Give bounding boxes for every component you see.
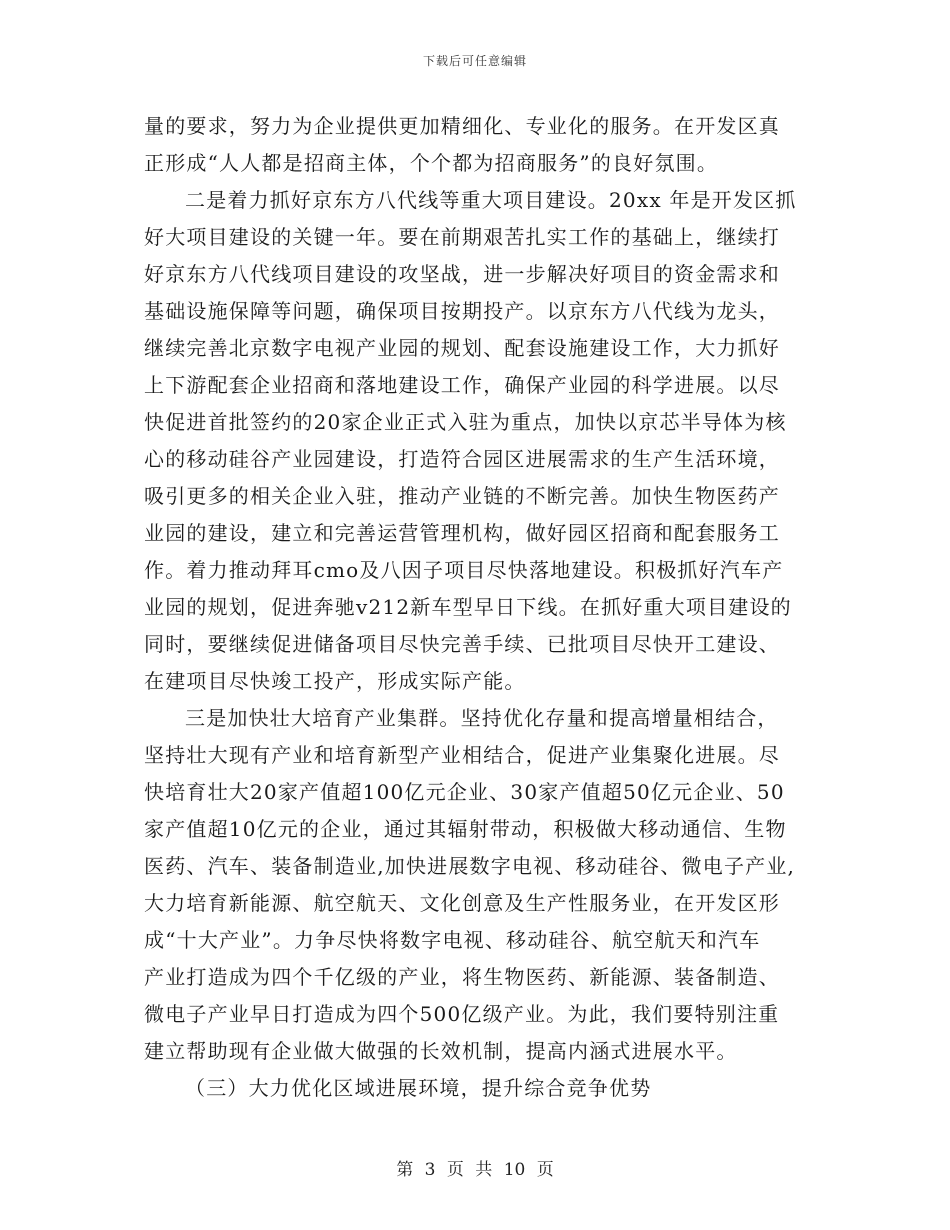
body-line: 好京东方八代线项目建设的攻坚战，进一步解决好项目的资金需求和 [144, 262, 780, 286]
body-line: 正形成“人人都是招商主体，个个都为招商服务”的良好氛围。 [144, 151, 719, 175]
body-line: 成“十大产业”。力争尽快将数字电视、移动硅谷、航空航天和汽车 [144, 928, 761, 952]
page-number: 第 3 页 共 10 页 [396, 1160, 554, 1180]
body-line: 微电子产业早日打造成为四个500亿级产业。为此，我们要特别注重 [144, 1002, 780, 1026]
body-line: 好大项目建设的关键一年。要在前期艰苦扎实工作的基础上，继续打 [144, 225, 780, 249]
body-line: 量的要求，努力为企业提供更加精细化、专业化的服务。在开发区真 [144, 114, 780, 138]
page-footer [0, 1155, 950, 1180]
page-header [0, 52, 950, 69]
body-line: 建立帮助现有企业做大做强的长效机制，提高内涵式进展水平。 [144, 1039, 738, 1063]
body-line: 作。着力推动拜耳cmo及八因子项目尽快落地建设。积极抓好汽车产 [144, 558, 784, 582]
body-line: 快培育壮大20家产值超100亿元企业、30家产值超50亿元企业、50 [144, 780, 785, 804]
body-line: 大力培育新能源、航空航天、文化创意及生产性服务业，在开发区形 [144, 891, 780, 915]
body-line: 家产值超10亿元的企业，通过其辐射带动，积极做大移动通信、生物 [144, 817, 787, 841]
body-line: 继续完善北京数字电视产业园的规划、配套设施建设工作，大力抓好 [144, 336, 780, 360]
body-line: 业园的建设，建立和完善运营管理机构，做好园区招商和配套服务工 [144, 521, 780, 545]
document-body [144, 108, 804, 1107]
header-note: 下载后可任意编辑 [422, 54, 527, 68]
body-line: 快促进首批签约的20家企业正式入驻为重点，加快以京芯半导体为核 [144, 410, 787, 434]
section-heading: （三）大力优化区域进展环境，提升综合竞争优势 [185, 1076, 652, 1100]
body-line: 产业打造成为四个千亿级的产业，将生物医药、新能源、装备制造、 [144, 965, 780, 989]
paragraph-start-line: 二是着力抓好京东方八代线等重大项目建设。20xx 年是开发区抓 [185, 188, 797, 212]
body-line: 医药、汽车、装备制造业,加快进展数字电视、移动硅谷、微电子产业, [144, 854, 796, 878]
body-line: 吸引更多的相关企业入驻，推动产业链的不断完善。加快生物医药产 [144, 484, 780, 508]
body-line: 业园的规划，促进奔驰v212新车型早日下线。在抓好重大项目建设的 [144, 595, 792, 619]
body-line: 坚持壮大现有产业和培育新型产业相结合，促进产业集聚化进展。尽 [144, 743, 780, 767]
body-line: 基础设施保障等问题，确保项目按期投产。以京东方八代线为龙头， [144, 299, 780, 323]
paragraph-start-line: 三是加快壮大培育产业集群。坚持优化存量和提高增量相结合， [185, 706, 779, 730]
body-line: 在建项目尽快竣工投产，形成实际产能。 [144, 669, 526, 693]
body-line: 同时，要继续促进储备项目尽快完善手续、已批项目尽快开工建设、 [144, 632, 780, 656]
body-line: 心的移动硅谷产业园建设，打造符合园区进展需求的生产生活环境， [144, 447, 780, 471]
body-line: 上下游配套企业招商和落地建设工作，确保产业园的科学进展。以尽 [144, 373, 780, 397]
